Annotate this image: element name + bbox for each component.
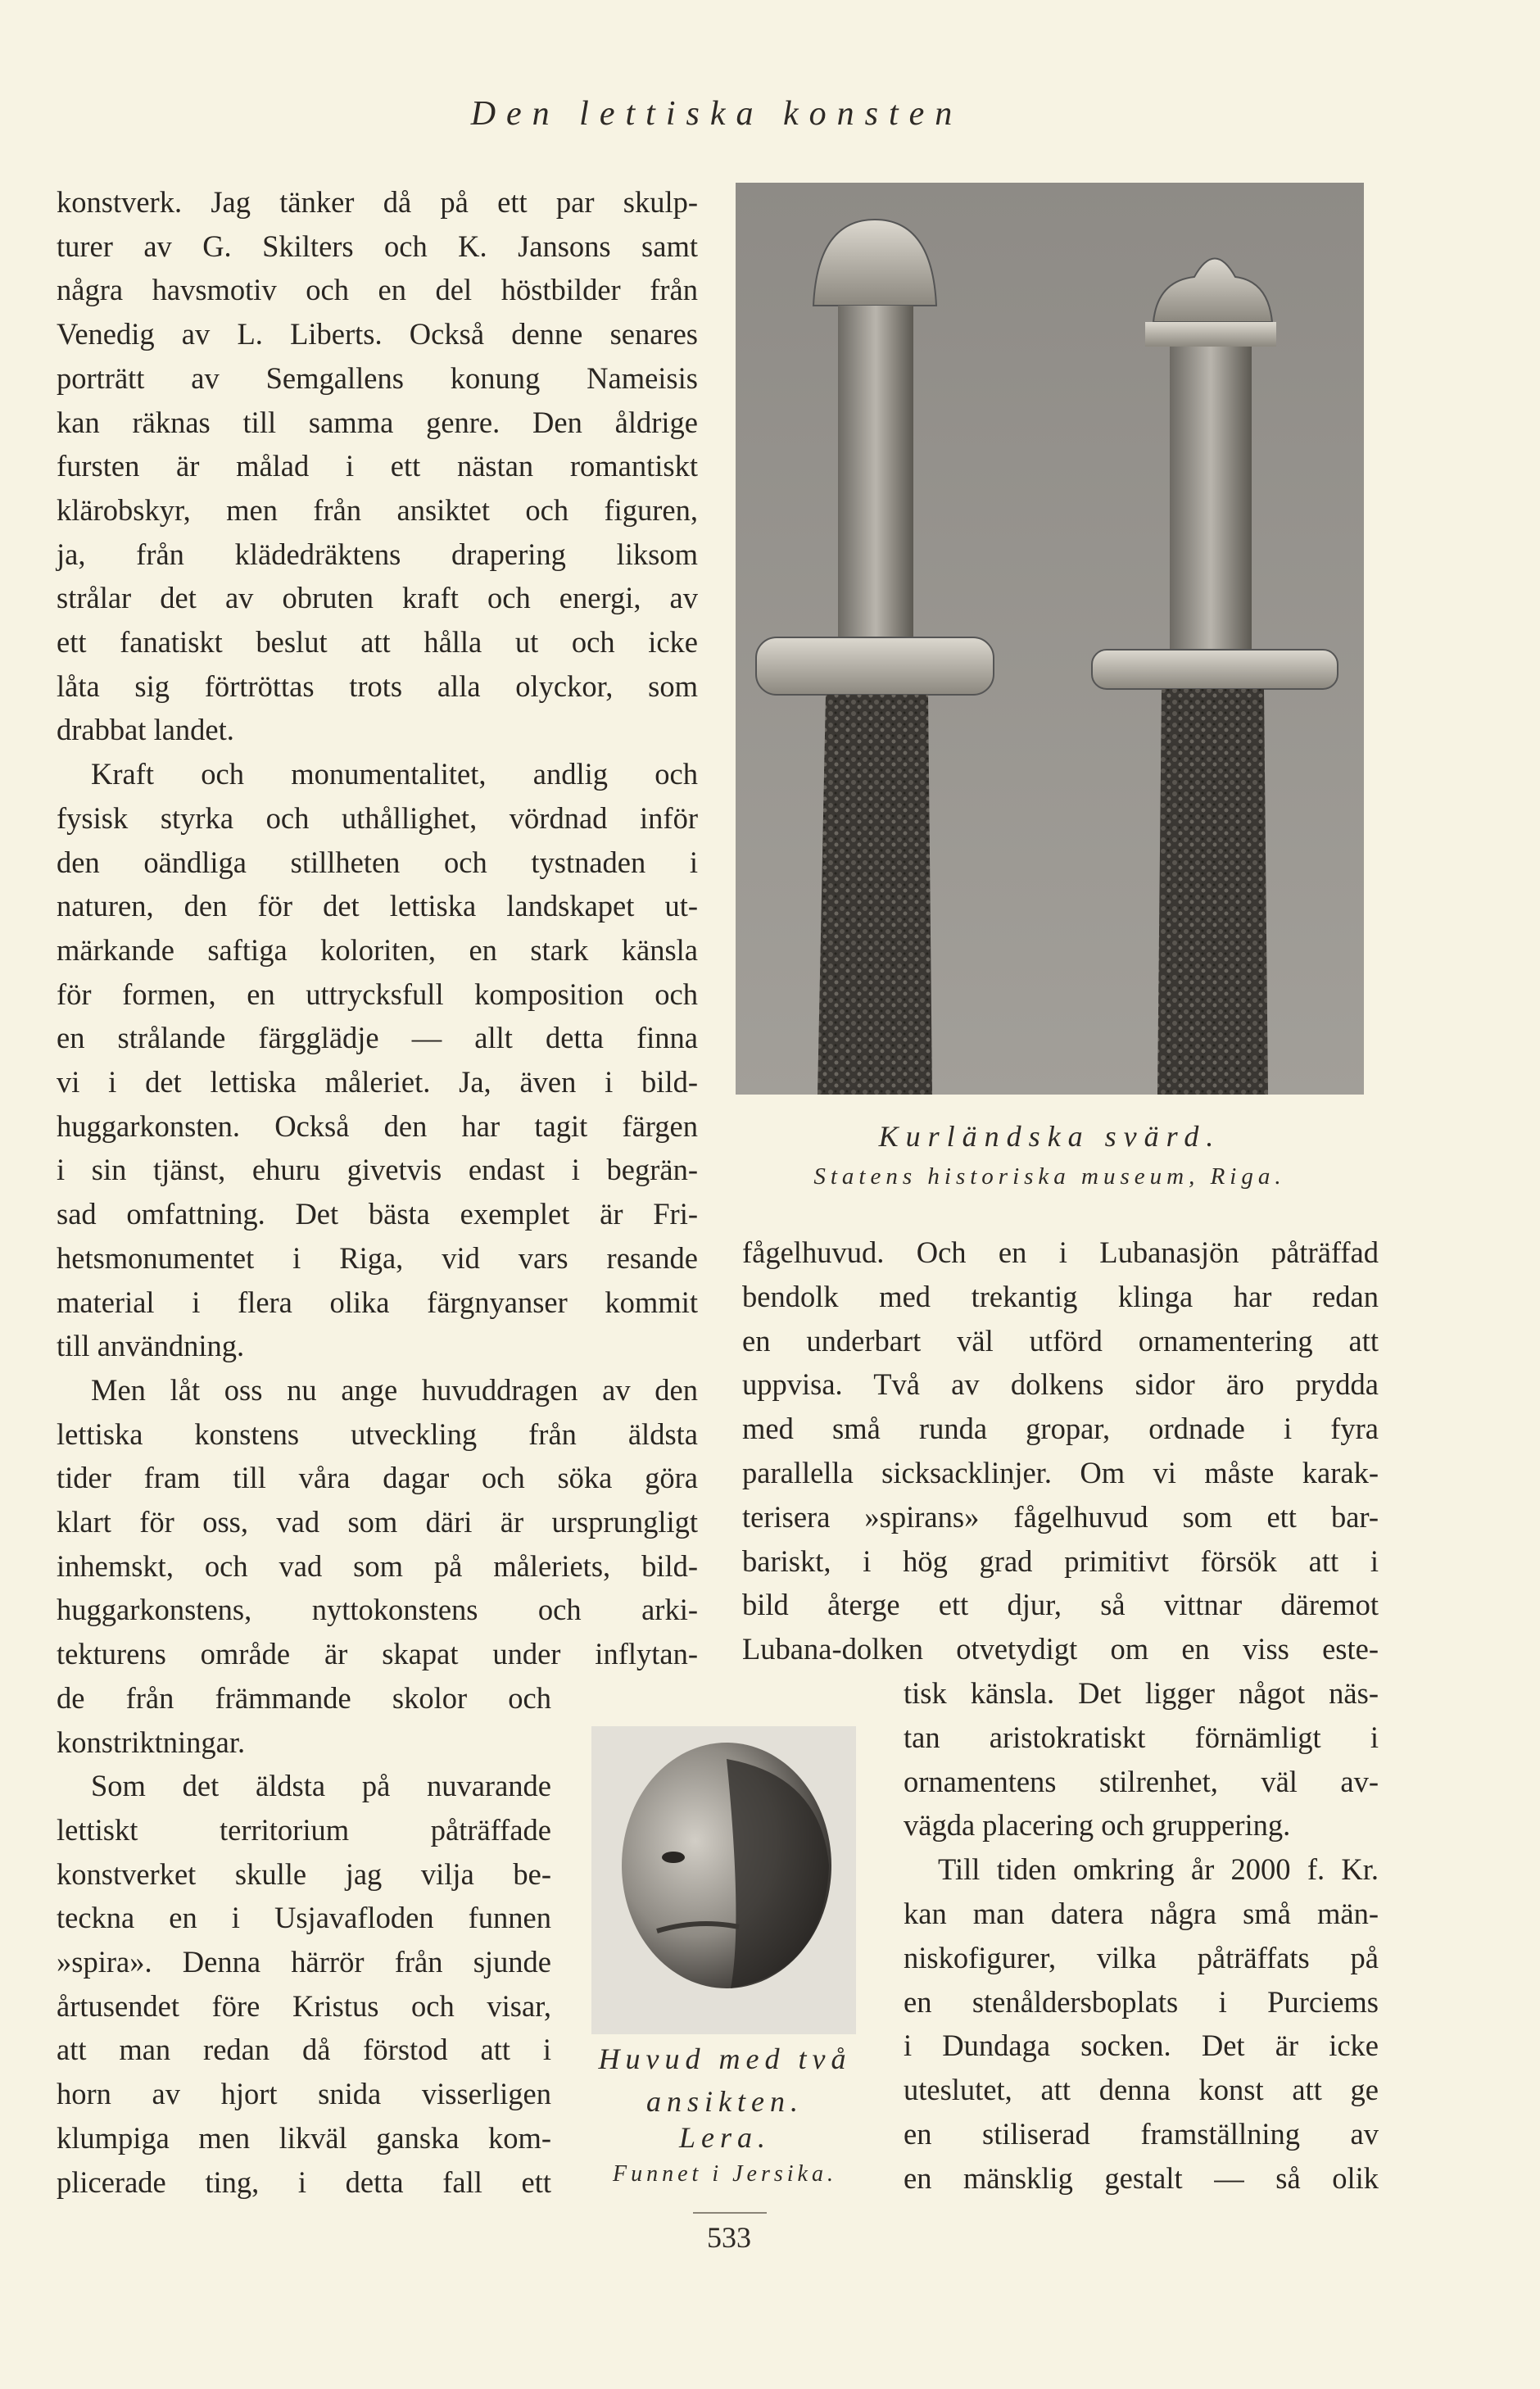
text-line: »spira». Denna härrör från sjunde	[57, 1945, 551, 1979]
text-line: porträtt av Semgallens konung Nameisis	[57, 360, 698, 395]
text-line: en mänsklig gestalt — så olik	[904, 2160, 1379, 2195]
text-line: en underbart väl utförd ornamentering att	[742, 1323, 1379, 1358]
text-line: klart för oss, vad som däri är ursprungligt	[57, 1505, 698, 1539]
text-line: Venedig av L. Liberts. Också denne senares	[57, 317, 698, 351]
text-line: material i flera olika färgnyanser kommit	[57, 1285, 698, 1319]
clay-head-photo	[591, 1726, 856, 2034]
text-line: en stenåldersboplats i Purciems	[904, 1984, 1379, 2019]
text-line: bariskt, i hög grad primitivt försök att i	[742, 1544, 1379, 1578]
head-caption-line2: ansikten.	[646, 2085, 804, 2118]
text-line: Som det äldsta på nuvarande	[91, 1769, 551, 1803]
text-line: huggarkonstens, nyttokonstens och arki-	[57, 1593, 698, 1627]
text-line: till användning.	[57, 1329, 245, 1363]
text-line: teckna en i Usjavafloden funnen	[57, 1901, 551, 1935]
text-line: konstriktningar.	[57, 1725, 246, 1759]
text-line: huggarkonsten. Också den har tagit färgen	[57, 1108, 698, 1143]
text-line: lettiska konstens utveckling från äldsta	[57, 1417, 698, 1451]
text-line: tisk känsla. Det ligger något näs-	[904, 1676, 1379, 1710]
text-line: horn av hjort snida visserligen	[57, 2077, 551, 2111]
text-line: terisera »spirans» fågelhuvud som ett bar-	[742, 1499, 1379, 1534]
text-line: fågelhuvud. Och en i Lubanasjön påträffad	[742, 1235, 1379, 1269]
swords-caption-source: Statens historiska museum, Riga.	[813, 1163, 1286, 1190]
swords-caption-title: Kurländska svärd.	[878, 1120, 1221, 1153]
text-line: kan räknas till samma genre. Den åldrige	[57, 405, 698, 439]
text-line: vägda placering och gruppering.	[904, 1808, 1291, 1843]
text-line: tekturens område är skapat under inflytan-	[57, 1637, 698, 1671]
text-line: den oändliga stillheten och tystnaden i	[57, 845, 698, 879]
text-line: Lubana-dolken otvetydigt om en viss este-	[742, 1632, 1379, 1666]
text-line: de från främmande skolor och	[57, 1680, 551, 1715]
text-line: för formen, en uttrycksfull komposition och	[57, 977, 698, 1011]
text-line: konstverket skulle jag vilja be-	[57, 1856, 551, 1891]
text-line: klumpiga men likväl ganska kom-	[57, 2120, 551, 2155]
text-line: att man redan då förstod att i	[57, 2033, 551, 2067]
text-line: drabbat landet.	[57, 713, 234, 747]
text-line: kan man datera några små män-	[904, 1897, 1379, 1930]
text-line: bendolk med trekantig klinga har redan	[742, 1279, 1379, 1313]
head-caption-line3: Lera.	[678, 2121, 771, 2154]
text-line: klärobskyr, men från ansiktet och figuren,	[57, 492, 698, 527]
swords-photo	[736, 183, 1364, 1095]
text-line: fysisk styrka och uthållighet, vördnad inför	[57, 800, 698, 835]
text-line: ja, från klädedräktens drapering liksom	[57, 537, 698, 571]
text-line: en stiliserad framställning av	[904, 2117, 1379, 2151]
head-caption-line1: Huvud med två	[598, 2042, 852, 2075]
text-line: naturen, den för det lettiska landskapet ut-	[57, 889, 698, 923]
text-line: hetsmonumentet i Riga, vid vars resande	[57, 1240, 698, 1275]
text-line: årtusendet före Kristus och visar,	[57, 1988, 551, 2023]
text-line: plicerade ting, i detta fall ett	[57, 2165, 551, 2199]
text-line: parallella sicksacklinjer. Om vi måste karak-	[742, 1456, 1379, 1489]
text-line: Kraft och monumentalitet, andlig och	[91, 757, 698, 791]
text-line: med små runda gropar, ordnade i fyra	[742, 1412, 1379, 1446]
text-line: turer av G. Skilters och K. Jansons samt	[57, 229, 698, 263]
text-line: bild återge ett djur, så vittnar däremot	[742, 1588, 1379, 1622]
text-line: tider fram till våra dagar och söka göra	[57, 1461, 698, 1495]
running-head: Den lettiska konsten	[470, 95, 963, 133]
text-line: tan aristokratiskt förnämligt i	[904, 1720, 1379, 1754]
text-line: niskofigurer, vilka påträffats på	[904, 1940, 1379, 1974]
text-line: inhemskt, och vad som på måleriets, bild-	[57, 1548, 698, 1583]
text-line: sad omfattning. Det bästa exemplet är Fri-	[57, 1197, 698, 1231]
text-line: en strålande färgglädje — allt detta finna	[57, 1021, 698, 1055]
text-line: låta sig förtröttas trots alla olyckor, som	[57, 669, 698, 703]
text-line: konstverk. Jag tänker då på ett par skulp-	[57, 185, 698, 219]
text-line: märkande saftiga koloriten, en stark känsla	[57, 932, 698, 967]
text-line: Till tiden omkring år 2000 f. Kr.	[938, 1852, 1379, 1887]
text-line: uppvisa. Två av dolkens sidor äro prydda	[742, 1367, 1379, 1402]
text-line: uteslutet, att denna konst att ge	[904, 2073, 1379, 2107]
text-line: fursten är målad i ett nästan romantiskt	[57, 449, 698, 483]
head-caption-line4: Funnet i Jersika.	[613, 2161, 837, 2187]
text-line: ett fanatiskt beslut att hålla ut och icke	[57, 625, 698, 659]
text-line: strålar det av obruten kraft och energi, av	[57, 581, 698, 615]
text-line: några havsmotiv och en del höstbilder från	[57, 273, 698, 307]
text-line: lettiskt territorium påträffade	[57, 1812, 551, 1847]
text-line: ornamentens stilrenhet, väl av-	[904, 1764, 1379, 1798]
text-line: i Dundaga socken. Det är icke	[904, 2029, 1379, 2063]
page-number: 533	[707, 2221, 751, 2254]
text-line: Men låt oss nu ange huvuddragen av den	[91, 1372, 698, 1407]
text-line: i sin tjänst, ehuru givetvis endast i begrän-	[57, 1153, 698, 1187]
text-line: vi i det lettiska måleriet. Ja, även i bild-	[57, 1065, 698, 1099]
page-number-rule	[693, 2212, 767, 2214]
